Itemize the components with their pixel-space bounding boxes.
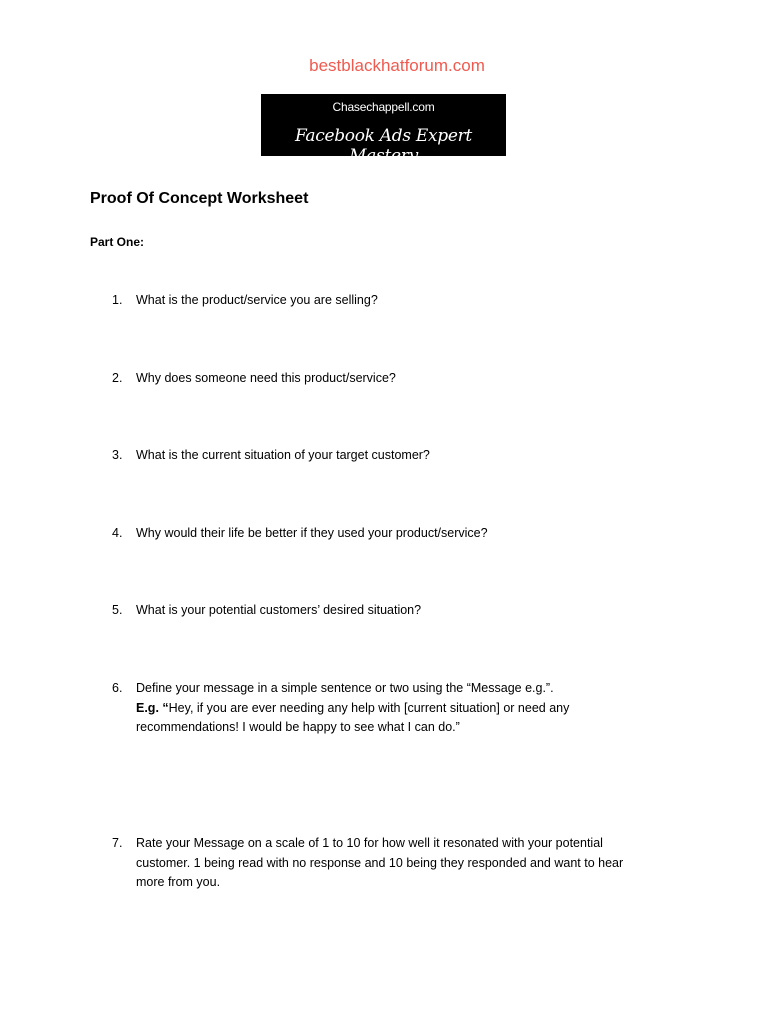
question-number: 3. [112,448,123,462]
question-text: What is your potential customers’ desired situation? [136,603,422,617]
question-text-block [136,834,692,893]
question-text: Why does someone need this product/service? [136,371,396,385]
question-text-line: Rate your Message on a scale of 1 to 10 for how well it resonated with your potential [136,836,603,850]
question-text-line: customer. 1 being read with no response and 10 being they responded and want to hear [136,855,624,870]
question-text: Define your message in a simple sentence or two using the “Message e.g.”. [136,681,554,695]
question-text-line: more from you. [136,875,221,889]
question-text: What is the product/service you are selling? [136,293,378,307]
banner-site-name: Chasechappell.com [332,100,435,114]
question-number: 2. [112,371,123,385]
question-text: Why would their life be better if they used your product/service? [136,526,488,540]
example-text: Hey, if you are ever needing any help with [current situation] or need any [168,700,570,715]
section-heading: Part One: [90,235,145,249]
banner-course-name: Facebook Ads Expert Mastery [295,126,472,166]
question-number: 7. [112,836,123,850]
course-banner-logo [261,94,506,166]
example-label: E.g. “ [136,700,169,715]
question-number: 1. [112,293,123,307]
example-line [136,699,692,719]
example-text-continued: recommendations! I would be happy to see what I can do.” [136,720,460,734]
page-title: Proof Of Concept Worksheet [90,190,309,207]
question-text: What is the current situation of your target customer? [136,448,430,462]
question-number: 6. [112,681,123,695]
question-text-block [136,679,692,738]
question-number: 4. [112,526,123,540]
question-number: 5. [112,603,123,617]
watermark-link[interactable]: bestblackhatforum.com [309,56,485,75]
